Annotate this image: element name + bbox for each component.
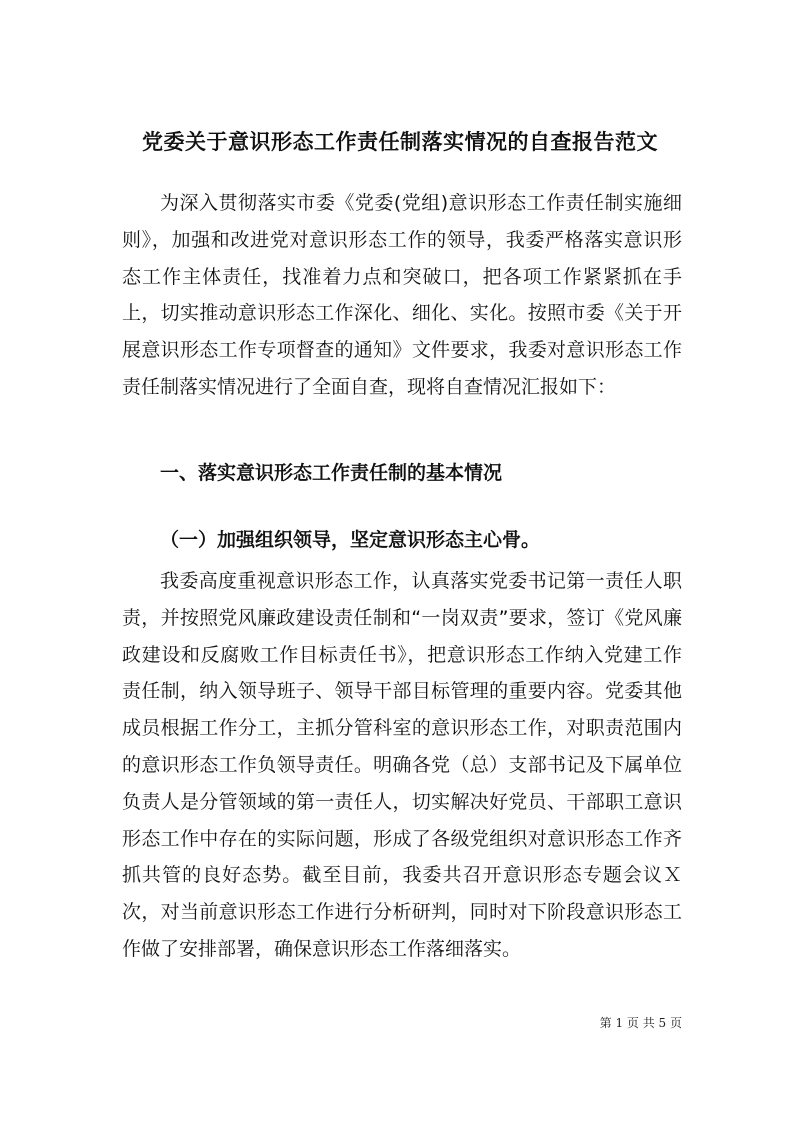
section-heading-1: 一、落实意识形态工作责任制的基本情况 <box>160 462 503 484</box>
document-title: 党委关于意识形态工作责任制落实情况的自查报告范文 <box>142 130 658 155</box>
subsection-1-paragraph: 我委高度重视意识形态工作，认真落实党委书记第一责任人职责，并按照党风廉政建设责任制和“一岗双责”要求，签订《党风廉政建设和反腐败工作目标责任书》，把意识形态工作纳入党建工作责任制，纳入领导班子、领导干部目标管理的重要内容。党委其他成员根据工作分工，主抓分管科室的意识形态工作，对职责范围内的意识形态工作负领导责任。明确各党（总）支部书记及下属单位负责人是分管领域的第一责任人，切实解决好党员、干部职工意识形态工作中存在的实际问题，形成了各级党组织对意识形态工作齐抓共管的良好态势。截至目前，我委共召开意识形态专题会议Ｘ次，对当前意识形态工作进行分析研判，同时对下阶段意识形态工作做了安排部署，确保意识形态工作落细落实。 <box>122 570 682 960</box>
page-number: 第 1 页 共 5 页 <box>599 1016 682 1030</box>
intro-paragraph: 为深入贯彻落实市委《党委(党组)意识形态工作责任制实施细则》，加强和改进党对意识形态工作的领导，我委严格落实意识形态工作主体责任，找准着力点和突破口，把各项工作紧紧抓在手上，切实推动意识形态工作深化、细化、实化。按照市委《关于开展意识形态工作专项督查的通知》文件要求，我委对意识形态工作责任制落实情况进行了全面自查，现将自查情况汇报如下： <box>122 192 682 398</box>
subsection-heading-1: （一）加强组织领导，坚定意识形态主心骨。 <box>160 529 541 551</box>
